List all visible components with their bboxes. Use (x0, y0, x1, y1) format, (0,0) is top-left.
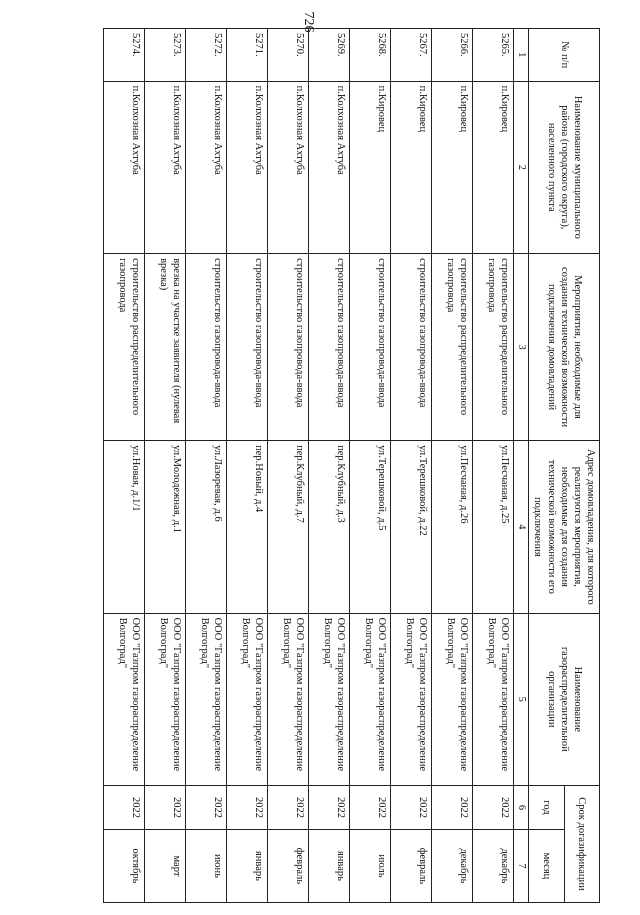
cell-address: ул.Песчаная, д.25 (472, 441, 513, 613)
cell-action: врезка на участке заявителя (нулевая врезка) (144, 254, 185, 441)
rotated-page (70, 28, 600, 903)
cell-year: 2022 (390, 786, 431, 830)
cell-month: январь (226, 829, 267, 902)
header-org: Наименование газораспределительной организации (529, 613, 600, 785)
table-row (472, 29, 513, 903)
column-number-row (513, 29, 529, 903)
cell-org: ООО "Газпром газораспределение Волгоград" (185, 613, 226, 785)
cell-month: июнь (185, 829, 226, 902)
table-row (144, 29, 185, 903)
cell-org: ООО "Газпром газораспределение Волгоград" (390, 613, 431, 785)
cell-org: ООО "Газпром газораспределение Волгоград" (103, 613, 144, 785)
gasification-table (103, 28, 600, 903)
cell-month: март (144, 829, 185, 902)
table-row (349, 29, 390, 903)
header-area: Наименование муниципального района (городского округа), населенного пункта (529, 81, 600, 253)
cell-year: 2022 (431, 786, 472, 830)
table-row (103, 29, 144, 903)
cell-address: пер.Клубный, д.3 (308, 441, 349, 613)
cell-org: ООО "Газпром газораспределение Волгоград" (144, 613, 185, 785)
cell-month: январь (308, 829, 349, 902)
cell-num: 5270. (267, 29, 308, 82)
cell-address: ул.Терешковой, д.5 (349, 441, 390, 613)
cell-num: 5266. (431, 29, 472, 82)
table-row (267, 29, 308, 903)
cell-area: п.Кировец (349, 81, 390, 253)
cell-num: 5267. (390, 29, 431, 82)
table-row (308, 29, 349, 903)
column-number: 7 (513, 829, 529, 902)
cell-org: ООО "Газпром газораспределение Волгоград" (472, 613, 513, 785)
cell-year: 2022 (185, 786, 226, 830)
cell-address: ул.Терешковой, д.22 (390, 441, 431, 613)
header-address: Адрес домовладения, для которого реализуются мероприятия, необходимые для создания технической возможности его подключения (529, 441, 600, 613)
cell-action: строительство газопровода-ввода (267, 254, 308, 441)
cell-action: строительство газопровода-ввода (390, 254, 431, 441)
cell-org: ООО "Газпром газораспределение Волгоград" (349, 613, 390, 785)
cell-address: ул.Песчаная, д.26 (431, 441, 472, 613)
header-deadline: Срок догазификации (564, 786, 599, 903)
cell-org: ООО "Газпром газораспределение Волгоград" (267, 613, 308, 785)
cell-area: п.Колхозная Ахтуба (308, 81, 349, 253)
cell-month: декабрь (472, 829, 513, 902)
cell-action: строительство газопровода-ввода (226, 254, 267, 441)
cell-year: 2022 (267, 786, 308, 830)
cell-year: 2022 (226, 786, 267, 830)
cell-num: 5274. (103, 29, 144, 82)
column-number: 3 (513, 254, 529, 441)
table-row (185, 29, 226, 903)
cell-org: ООО "Газпром газораспределение Волгоград" (431, 613, 472, 785)
cell-month: декабрь (431, 829, 472, 902)
cell-address: ул.Лазоревая, д.6 (185, 441, 226, 613)
cell-num: 5265. (472, 29, 513, 82)
cell-month: февраль (390, 829, 431, 902)
table-row (431, 29, 472, 903)
cell-area: п.Колхозная Ахтуба (103, 81, 144, 253)
cell-action: строительство газопровода-ввода (185, 254, 226, 441)
cell-month: февраль (267, 829, 308, 902)
header-month: месяц (529, 829, 564, 902)
cell-address: пер.Новый, д.4 (226, 441, 267, 613)
cell-year: 2022 (103, 786, 144, 830)
cell-year: 2022 (308, 786, 349, 830)
cell-year: 2022 (144, 786, 185, 830)
cell-num: 5272. (185, 29, 226, 82)
column-number: 6 (513, 786, 529, 830)
cell-org: ООО "Газпром газораспределение Волгоград" (308, 613, 349, 785)
cell-area: п.Колхозная Ахтуба (144, 81, 185, 253)
cell-action: строительство распределительного газопровода (431, 254, 472, 441)
cell-address: ул.Новая, д.1/1 (103, 441, 144, 613)
cell-year: 2022 (349, 786, 390, 830)
cell-area: п.Кировец (390, 81, 431, 253)
table-row (390, 29, 431, 903)
cell-area: п.Колхозная Ахтуба (185, 81, 226, 253)
column-number: 1 (513, 29, 529, 82)
cell-num: 5269. (308, 29, 349, 82)
cell-month: июль (349, 829, 390, 902)
column-number: 4 (513, 441, 529, 613)
table-row (226, 29, 267, 903)
cell-action: строительство газопровода-ввода (308, 254, 349, 441)
cell-year: 2022 (472, 786, 513, 830)
header-num: № п/п (529, 29, 600, 82)
cell-action: строительство распределительного газопровода (103, 254, 144, 441)
cell-address: ул.Молодежная, д.1 (144, 441, 185, 613)
cell-action: строительство газопровода-ввода (349, 254, 390, 441)
column-number: 5 (513, 613, 529, 785)
cell-area: п.Кировец (431, 81, 472, 253)
column-number: 2 (513, 81, 529, 253)
cell-month: октябрь (103, 829, 144, 902)
cell-num: 5268. (349, 29, 390, 82)
cell-address: пер.Клубный, д.7 (267, 441, 308, 613)
cell-area: п.Кировец (472, 81, 513, 253)
cell-num: 5273. (144, 29, 185, 82)
cell-area: п.Колхозная Ахтуба (226, 81, 267, 253)
cell-action: строительство распределительного газопровода (472, 254, 513, 441)
cell-area: п.Колхозная Ахтуба (267, 81, 308, 253)
cell-org: ООО "Газпром газораспределение Волгоград" (226, 613, 267, 785)
page-number: 726 (301, 11, 316, 33)
header-action: Мероприятия, необходимые для создания технической возможности подключения домовладений (529, 254, 600, 441)
cell-num: 5271. (226, 29, 267, 82)
header-year: год (529, 786, 564, 830)
